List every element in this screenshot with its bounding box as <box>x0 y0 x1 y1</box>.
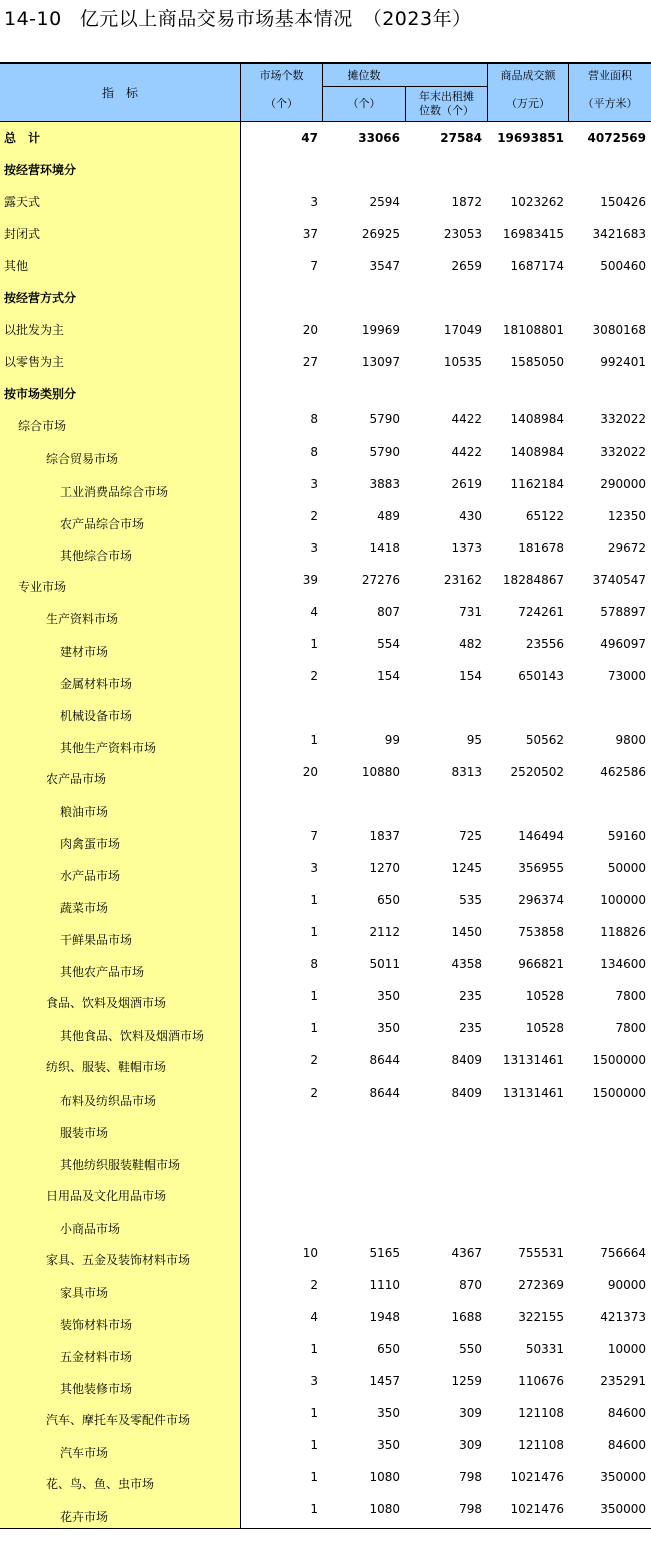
table-row <box>0 218 651 250</box>
row-label: 生产资料市场 <box>46 611 119 626</box>
table-row <box>0 122 651 154</box>
cell-rented-stalls: 2619 <box>451 476 482 491</box>
cell-rented-stalls: 2659 <box>451 259 482 274</box>
cell-stalls: 1837 <box>369 829 400 844</box>
cell-market-count: 1 <box>310 925 318 940</box>
cell-market-count: 2 <box>310 1277 318 1292</box>
cell-turnover: 1585050 <box>510 355 564 370</box>
row-label: 其他综合市场 <box>60 548 133 563</box>
table-row <box>0 1436 651 1468</box>
table-row <box>0 891 651 923</box>
cell-rented-stalls: 1259 <box>451 1373 482 1388</box>
cell-market-count: 7 <box>310 829 318 844</box>
cell-turnover: 50331 <box>525 1341 564 1356</box>
header-stalls: 摊位数 <box>347 69 381 82</box>
cell-stalls: 5011 <box>369 957 400 972</box>
cell-stalls: 26925 <box>361 227 400 242</box>
row-label: 专业市场 <box>18 579 67 594</box>
table-row <box>0 1404 651 1436</box>
table-row <box>0 250 651 282</box>
cell-turnover: 121108 <box>518 1438 564 1453</box>
table-row <box>0 571 651 603</box>
cell-stalls: 1110 <box>369 1277 400 1292</box>
cell-turnover: 1023262 <box>510 195 564 210</box>
cell-rented-stalls: 550 <box>459 1341 482 1356</box>
cell-turnover: 2520502 <box>510 765 564 779</box>
cell-turnover: 356955 <box>518 861 564 876</box>
row-label: 其他 <box>4 259 29 274</box>
cell-market-count: 4 <box>310 1309 318 1324</box>
table-row <box>0 410 651 442</box>
header-stalls-unit: （个） <box>347 97 381 110</box>
cell-rented-stalls: 10535 <box>443 355 482 370</box>
cell-stalls: 350 <box>377 1406 400 1420</box>
cell-turnover: 121108 <box>518 1406 564 1420</box>
cell-area: 9800 <box>615 732 646 747</box>
cell-stalls: 99 <box>384 732 400 747</box>
cell-turnover: 65122 <box>525 508 564 523</box>
row-label: 机械设备市场 <box>60 708 133 723</box>
cell-area: 3421683 <box>592 227 646 242</box>
cell-area: 332022 <box>600 444 646 459</box>
header-turnover-unit: （万元） <box>506 97 550 110</box>
cell-area: 350000 <box>600 1502 646 1517</box>
cell-market-count: 1 <box>310 636 318 651</box>
cell-rented-stalls: 798 <box>459 1470 482 1485</box>
cell-market-count: 1 <box>310 893 318 908</box>
cell-turnover: 753858 <box>518 925 564 940</box>
cell-market-count: 3 <box>310 476 318 491</box>
row-label: 蔬菜市场 <box>60 901 109 916</box>
cell-turnover: 1021476 <box>510 1502 564 1517</box>
table-title: 亿元以上商品交易市场基本情况 （2023年） <box>79 8 472 30</box>
cell-area: 496097 <box>600 636 646 651</box>
cell-turnover: 1687174 <box>510 259 564 274</box>
table-row <box>0 378 651 410</box>
cell-stalls: 1948 <box>369 1309 400 1324</box>
cell-turnover: 650143 <box>518 668 564 683</box>
table-row <box>0 1180 651 1212</box>
table-row <box>0 1372 651 1404</box>
cell-stalls: 27276 <box>361 572 400 587</box>
cell-stalls: 650 <box>377 1341 400 1356</box>
cell-stalls: 1080 <box>369 1470 400 1485</box>
cell-area: 1500000 <box>592 1085 646 1100</box>
cell-area: 350000 <box>600 1470 646 1485</box>
cell-rented-stalls: 23053 <box>443 227 482 242</box>
cell-rented-stalls: 8409 <box>451 1053 482 1068</box>
cell-turnover: 322155 <box>518 1309 564 1324</box>
cell-turnover: 18284867 <box>502 572 564 587</box>
row-label: 干鲜果品市场 <box>60 933 133 948</box>
header-market-count-unit: （个） <box>265 97 298 110</box>
table-row <box>0 186 651 218</box>
cell-stalls: 350 <box>377 1438 400 1453</box>
cell-area: 134600 <box>600 957 646 972</box>
cell-stalls: 3547 <box>369 259 400 274</box>
cell-turnover: 1162184 <box>510 476 564 491</box>
bottom-rule <box>0 1528 651 1529</box>
cell-area: 10000 <box>607 1341 646 1356</box>
cell-rented-stalls: 430 <box>459 508 482 523</box>
cell-area: 7800 <box>615 1021 646 1036</box>
cell-area: 421373 <box>600 1309 646 1324</box>
cell-turnover: 1021476 <box>510 1470 564 1485</box>
cell-rented-stalls: 1872 <box>451 195 482 210</box>
cell-market-count: 1 <box>310 732 318 747</box>
row-label: 封闭式 <box>4 227 41 242</box>
cell-stalls: 1080 <box>369 1502 400 1517</box>
cell-turnover: 1408984 <box>510 444 564 459</box>
cell-market-count: 8 <box>310 412 318 427</box>
cell-area: 50000 <box>607 861 646 876</box>
cell-area: 1500000 <box>592 1053 646 1068</box>
row-label: 水产品市场 <box>60 869 121 884</box>
cell-area: 332022 <box>600 412 646 427</box>
row-label: 以零售为主 <box>4 355 65 370</box>
table-row <box>0 282 651 314</box>
table-row <box>0 1051 651 1083</box>
cell-rented-stalls: 1373 <box>451 540 482 555</box>
cell-area: 100000 <box>600 893 646 908</box>
cell-stalls: 154 <box>377 668 400 683</box>
cell-area: 7800 <box>615 989 646 1004</box>
cell-rented-stalls: 27584 <box>440 131 482 145</box>
cell-area: 118826 <box>600 925 646 940</box>
cell-rented-stalls: 731 <box>459 604 482 619</box>
table-row <box>0 1019 651 1051</box>
cell-turnover: 966821 <box>518 957 564 972</box>
row-label: 五金材料市场 <box>60 1349 133 1364</box>
cell-turnover: 50562 <box>525 732 564 747</box>
cell-rented-stalls: 798 <box>459 1502 482 1517</box>
cell-area: 462586 <box>600 765 646 779</box>
table-row <box>0 987 651 1019</box>
row-label: 布料及纺织品市场 <box>60 1093 157 1108</box>
row-label: 服装市场 <box>60 1125 109 1140</box>
cell-stalls: 8644 <box>369 1085 400 1100</box>
row-label: 小商品市场 <box>60 1221 121 1236</box>
cell-stalls: 5790 <box>369 444 400 459</box>
cell-stalls: 807 <box>377 604 400 619</box>
table-row <box>0 1244 651 1276</box>
cell-rented-stalls: 1450 <box>451 925 482 940</box>
cell-rented-stalls: 309 <box>459 1406 482 1420</box>
cell-market-count: 37 <box>302 227 318 242</box>
table-row <box>0 1084 651 1116</box>
cell-stalls: 650 <box>377 893 400 908</box>
header-area-unit: （平方米） <box>582 97 638 110</box>
row-label: 粮油市场 <box>60 805 109 820</box>
table-row <box>0 507 651 539</box>
cell-area: 90000 <box>607 1277 646 1292</box>
cell-area: 12350 <box>607 508 646 523</box>
cell-turnover: 10528 <box>525 1021 564 1036</box>
cell-market-count: 1 <box>310 1438 318 1453</box>
row-label: 以批发为主 <box>4 323 65 338</box>
cell-rented-stalls: 4422 <box>451 412 482 427</box>
cell-market-count: 1 <box>310 1470 318 1485</box>
cell-stalls: 2112 <box>369 925 400 940</box>
cell-stalls: 1418 <box>369 540 400 555</box>
cell-turnover: 272369 <box>518 1277 564 1292</box>
cell-rented-stalls: 4367 <box>451 1245 482 1260</box>
header-turnover: 商品成交额 <box>500 69 556 82</box>
cell-market-count: 27 <box>302 355 318 370</box>
row-label: 家具市场 <box>60 1285 109 1300</box>
statistics-table <box>0 62 651 1530</box>
cell-rented-stalls: 482 <box>459 636 482 651</box>
cell-stalls: 350 <box>377 1021 400 1036</box>
cell-turnover: 16983415 <box>502 227 564 242</box>
cell-market-count: 7 <box>310 259 318 274</box>
row-label: 建材市场 <box>60 644 109 659</box>
cell-market-count: 1 <box>310 1502 318 1517</box>
header-indicator: 指 标 <box>101 86 138 100</box>
table-row <box>0 763 651 795</box>
cell-area: 59160 <box>607 829 646 844</box>
cell-stalls: 33066 <box>358 131 400 145</box>
table-row <box>0 1468 651 1500</box>
cell-rented-stalls: 535 <box>459 893 482 908</box>
cell-turnover: 110676 <box>518 1373 564 1388</box>
cell-rented-stalls: 4422 <box>451 444 482 459</box>
cell-area: 235291 <box>600 1373 646 1388</box>
table-row <box>0 603 651 635</box>
cell-stalls: 2594 <box>369 195 400 210</box>
cell-turnover: 23556 <box>525 636 564 651</box>
table-row <box>0 1308 651 1340</box>
cell-turnover: 1408984 <box>510 412 564 427</box>
cell-market-count: 2 <box>310 668 318 683</box>
row-label: 总 计 <box>4 131 41 145</box>
row-label: 综合市场 <box>18 419 67 434</box>
cell-market-count: 3 <box>310 1373 318 1388</box>
cell-stalls: 19969 <box>361 323 400 338</box>
cell-stalls: 8644 <box>369 1053 400 1068</box>
cell-turnover: 296374 <box>518 893 564 908</box>
cell-market-count: 47 <box>301 131 318 145</box>
row-label: 按市场类别分 <box>4 387 77 402</box>
cell-stalls: 1457 <box>369 1373 400 1388</box>
table-row <box>0 699 651 731</box>
row-label: 纺织、服装、鞋帽市场 <box>46 1060 167 1075</box>
row-label: 日用品及文化用品市场 <box>46 1188 167 1203</box>
row-label: 其他装修市场 <box>60 1381 133 1396</box>
cell-area: 73000 <box>607 668 646 683</box>
table-row <box>0 859 651 891</box>
row-label: 其他食品、饮料及烟酒市场 <box>60 1029 205 1044</box>
table-row <box>0 1212 651 1244</box>
top-rule <box>0 62 651 64</box>
row-label: 其他生产资料市场 <box>60 740 157 755</box>
table-row <box>0 1116 651 1148</box>
table-row <box>0 1148 651 1180</box>
cell-turnover: 181678 <box>518 540 564 555</box>
header-rented-stalls-line1: 年末出租摊 <box>419 90 474 103</box>
row-label: 家具、五金及装饰材料市场 <box>46 1252 191 1267</box>
cell-stalls: 350 <box>377 989 400 1004</box>
table-row <box>0 827 651 859</box>
cell-market-count: 2 <box>310 508 318 523</box>
cell-turnover: 10528 <box>525 989 564 1004</box>
cell-market-count: 20 <box>302 765 318 779</box>
row-label: 肉禽蛋市场 <box>60 837 121 852</box>
cell-rented-stalls: 1688 <box>451 1309 482 1324</box>
cell-rented-stalls: 725 <box>459 829 482 844</box>
cell-turnover: 13131461 <box>502 1053 564 1068</box>
table-row <box>0 731 651 763</box>
table-row <box>0 443 651 475</box>
cell-rented-stalls: 309 <box>459 1438 482 1453</box>
row-label: 露天式 <box>4 195 41 210</box>
cell-rented-stalls: 4358 <box>451 957 482 972</box>
header-market-count: 市场个数 <box>259 69 304 82</box>
table-row <box>0 346 651 378</box>
table-row <box>0 955 651 987</box>
cell-turnover: 724261 <box>518 604 564 619</box>
cell-market-count: 10 <box>302 1245 318 1260</box>
row-label: 按经营环境分 <box>4 163 77 178</box>
cell-stalls: 13097 <box>361 355 400 370</box>
row-label: 按经营方式分 <box>4 291 77 306</box>
cell-market-count: 1 <box>310 1341 318 1356</box>
table-row <box>0 314 651 346</box>
cell-rented-stalls: 235 <box>459 1021 482 1036</box>
cell-market-count: 1 <box>310 1406 318 1420</box>
row-label: 汽车市场 <box>60 1446 109 1461</box>
row-label: 其他农产品市场 <box>60 965 145 980</box>
table-row <box>0 1340 651 1372</box>
cell-area: 4072569 <box>587 131 646 145</box>
cell-market-count: 1 <box>310 1021 318 1036</box>
cell-area: 3740547 <box>592 572 646 587</box>
cell-rented-stalls: 95 <box>466 732 482 747</box>
table-row <box>0 667 651 699</box>
cell-area: 3080168 <box>592 323 646 338</box>
row-label: 汽车、摩托车及零配件市场 <box>46 1413 191 1427</box>
cell-area: 150426 <box>600 195 646 210</box>
cell-stalls: 1270 <box>369 861 400 876</box>
cell-market-count: 3 <box>310 195 318 210</box>
row-label: 其他纺织服装鞋帽市场 <box>60 1157 181 1172</box>
table-row <box>0 154 651 186</box>
cell-rented-stalls: 8409 <box>451 1085 482 1100</box>
table-row <box>0 635 651 667</box>
row-label: 农产品市场 <box>46 772 107 786</box>
row-label: 金属材料市场 <box>60 676 133 691</box>
cell-rented-stalls: 17049 <box>443 323 482 338</box>
cell-area: 756664 <box>600 1245 646 1260</box>
cell-market-count: 39 <box>302 572 318 587</box>
cell-rented-stalls: 23162 <box>443 572 482 587</box>
cell-market-count: 4 <box>310 604 318 619</box>
header-divider <box>323 86 487 87</box>
table-row <box>0 475 651 507</box>
cell-market-count: 1 <box>310 989 318 1004</box>
cell-rented-stalls: 154 <box>459 668 482 683</box>
cell-turnover: 18108801 <box>502 323 564 338</box>
cell-turnover: 755531 <box>518 1245 564 1260</box>
cell-stalls: 10880 <box>361 765 400 779</box>
table-row <box>0 923 651 955</box>
cell-rented-stalls: 870 <box>459 1277 482 1292</box>
cell-market-count: 2 <box>310 1085 318 1100</box>
row-label: 花、鸟、鱼、虫市场 <box>46 1477 155 1492</box>
cell-area: 992401 <box>600 355 646 370</box>
cell-area: 578897 <box>600 604 646 619</box>
header-rented-stalls-line2: 位数（个） <box>419 104 474 117</box>
cell-stalls: 5165 <box>369 1245 400 1260</box>
table-number: 14-10 <box>4 8 62 30</box>
row-label: 食品、饮料及烟酒市场 <box>46 996 167 1011</box>
cell-turnover: 19693851 <box>497 131 564 145</box>
cell-stalls: 554 <box>377 636 400 651</box>
cell-area: 84600 <box>607 1406 646 1420</box>
cell-market-count: 3 <box>310 861 318 876</box>
header-area: 营业面积 <box>588 69 632 82</box>
cell-turnover: 146494 <box>518 829 564 844</box>
row-label: 工业消费品综合市场 <box>60 484 169 499</box>
row-label: 花卉市场 <box>60 1510 109 1525</box>
table-row <box>0 795 651 827</box>
cell-rented-stalls: 235 <box>459 989 482 1004</box>
page-title <box>4 4 472 34</box>
cell-market-count: 8 <box>310 957 318 972</box>
row-label: 综合贸易市场 <box>46 451 119 466</box>
cell-market-count: 3 <box>310 540 318 555</box>
table-row <box>0 1276 651 1308</box>
cell-turnover: 13131461 <box>502 1085 564 1100</box>
cell-market-count: 20 <box>302 323 318 338</box>
row-label: 装饰材料市场 <box>60 1317 133 1332</box>
cell-area: 290000 <box>600 476 646 491</box>
cell-stalls: 489 <box>377 508 400 523</box>
table-row <box>0 539 651 571</box>
cell-area: 29672 <box>607 540 646 555</box>
cell-rented-stalls: 8313 <box>451 765 482 779</box>
cell-market-count: 8 <box>310 444 318 459</box>
cell-area: 84600 <box>607 1438 646 1453</box>
cell-market-count: 2 <box>310 1053 318 1068</box>
cell-rented-stalls: 1245 <box>451 861 482 876</box>
cell-area: 500460 <box>600 259 646 274</box>
cell-stalls: 5790 <box>369 412 400 427</box>
cell-stalls: 3883 <box>369 476 400 491</box>
row-label: 农产品综合市场 <box>60 516 145 531</box>
